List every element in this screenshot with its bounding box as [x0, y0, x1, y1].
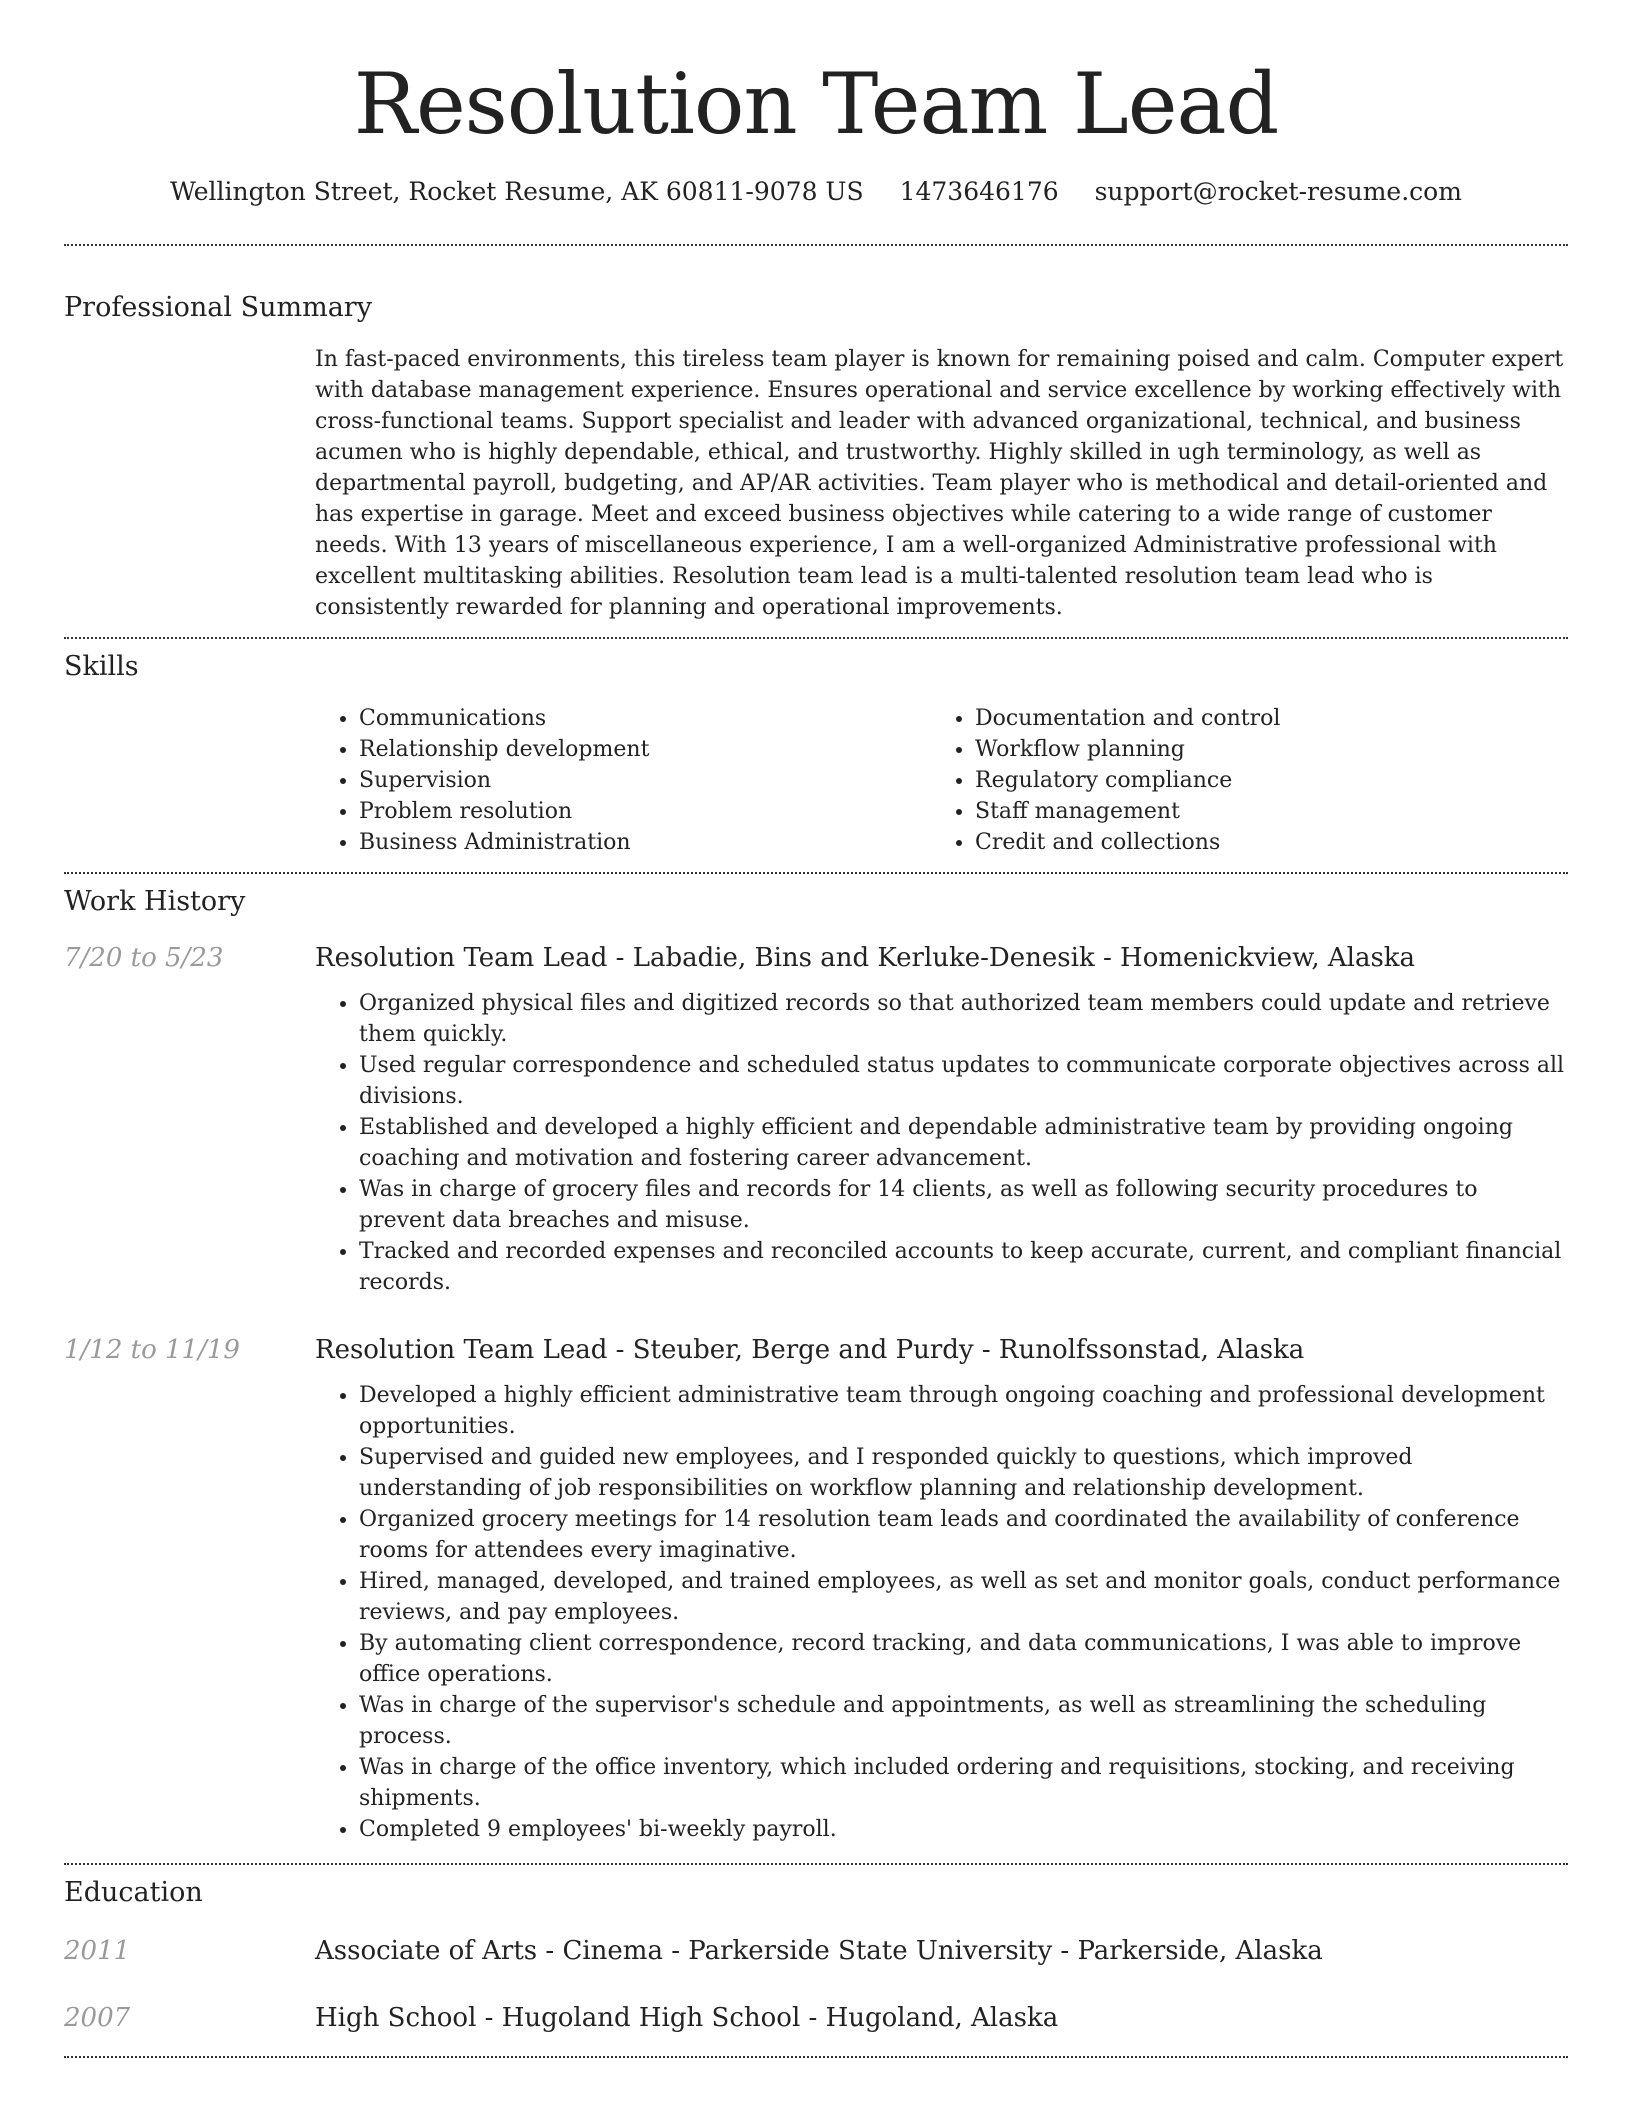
job-duty: • By automating client correspondence, record tracking, and data communications, I was able to improve office operations. [359, 1628, 1568, 1690]
job-dates: 1/12 to 11/19 [64, 1335, 240, 1365]
divider [64, 244, 1568, 246]
job-duty: • Developed a highly efficient administrative team through ongoing coaching and professional development opportunities. [359, 1380, 1568, 1442]
skill-item: • Problem resolution [359, 796, 931, 827]
job-entry [64, 940, 1568, 1298]
divider [64, 1863, 1568, 1865]
education-entry [64, 1933, 1568, 1969]
job-entry [64, 1332, 1568, 1845]
education-degree: Associate of Arts - Cinema - Parkerside State University - Parkerside, Alaska [315, 1936, 1323, 1966]
job-duty: • Was in charge of the office inventory, which included ordering and requisitions, stocking, and receiving shipments. [359, 1752, 1568, 1814]
job-duty: • Was in charge of grocery files and records for 14 clients, as well as following security procedures to prevent data breaches and misuse. [359, 1174, 1568, 1236]
job-duty: • Supervised and guided new employees, and I responded quickly to questions, which improved understanding of job responsibilities on workflow planning and relationship development. [359, 1442, 1568, 1504]
skills-column-right [931, 703, 1547, 858]
job-duty: • Hired, managed, developed, and trained employees, as well as set and monitor goals, conduct performance reviews, and pay employees. [359, 1566, 1568, 1628]
education-heading: Education [64, 1877, 203, 1908]
skills-list [315, 703, 1568, 858]
job-title: Resolution Team Lead - Steuber, Berge and Purdy - Runolfssonstad, Alaska [315, 1335, 1305, 1365]
divider [64, 2056, 1568, 2058]
job-duty: • Organized grocery meetings for 14 resolution team leads and coordinated the availability of conference rooms for attendees every imaginative. [359, 1504, 1568, 1566]
skill-item: • Communications [359, 703, 931, 734]
job-title: Resolution Team Lead - Labadie, Bins and Kerluke-Denesik - Homenickview, Alaska [315, 943, 1416, 973]
job-duties [315, 1380, 1568, 1845]
contact-line [64, 174, 1568, 210]
divider [64, 872, 1568, 874]
education-degree: High School - Hugoland High School - Hugoland, Alaska [315, 2003, 1059, 2033]
skill-item: • Relationship development [359, 734, 931, 765]
education-entry [64, 2000, 1568, 2036]
skill-item: • Credit and collections [975, 827, 1547, 858]
skill-item: • Business Administration [359, 827, 931, 858]
skill-item: • Staff management [975, 796, 1547, 827]
summary-text: In fast-paced environments, this tireless team player is known for remaining poised and calm. Computer expert with database management experience. Ensures operational and service excellence by working effectively with cross-functional teams. Support specialist and leader with advanced organizational, technical, and business acumen who is highly dependable, ethical, and trustworthy. Highly skilled in ugh terminology, as well as departmental payroll, budgeting, and AP/AR activities. Team player who is methodical and detail-oriented and has expertise in garage. Meet and exceed business objectives while catering to a wide range of customer needs. With 13 years of miscellaneous experience, I am a well-organized Administrative professional with excellent multitasking abilities. Resolution team lead is a multi-talented resolution team lead who is consistently rewarded for planning and operational improvements. [315, 347, 1564, 620]
skill-item: • Documentation and control [975, 703, 1547, 734]
skill-item: • Workflow planning [975, 734, 1547, 765]
job-duty: • Tracked and recorded expenses and reconciled accounts to keep accurate, current, and compliant financial records. [359, 1236, 1568, 1298]
skills-heading: Skills [64, 651, 139, 682]
divider [64, 637, 1568, 639]
email-link[interactable]: support@rocket-resume.com [1094, 177, 1462, 206]
job-duty: • Used regular correspondence and scheduled status updates to communicate corporate objectives across all divisions. [359, 1050, 1568, 1112]
job-duty: • Organized physical files and digitized records so that authorized team members could update and retrieve them quickly. [359, 988, 1568, 1050]
phone-text: 1473646176 [899, 177, 1059, 206]
job-dates: 7/20 to 5/23 [64, 943, 224, 973]
summary-heading: Professional Summary [64, 292, 372, 323]
skill-item: • Supervision [359, 765, 931, 796]
job-duty: • Completed 9 employees' bi-weekly payroll. [359, 1814, 1568, 1845]
candidate-name: Resolution Team Lead [353, 55, 1279, 153]
job-duty: • Was in charge of the supervisor's schedule and appointments, as well as streamlining the scheduling process. [359, 1690, 1568, 1752]
address-text: Wellington Street, Rocket Resume, AK 60811-9078 US [170, 177, 864, 206]
education-year: 2011 [64, 1936, 131, 1966]
education-year: 2007 [64, 2003, 131, 2033]
job-duties [315, 988, 1568, 1298]
work-history-heading: Work History [64, 886, 246, 917]
job-duty: • Established and developed a highly efficient and dependable administrative team by providing ongoing coaching and motivation and fostering career advancement. [359, 1112, 1568, 1174]
skills-column-left [315, 703, 931, 858]
skill-item: • Regulatory compliance [975, 765, 1547, 796]
